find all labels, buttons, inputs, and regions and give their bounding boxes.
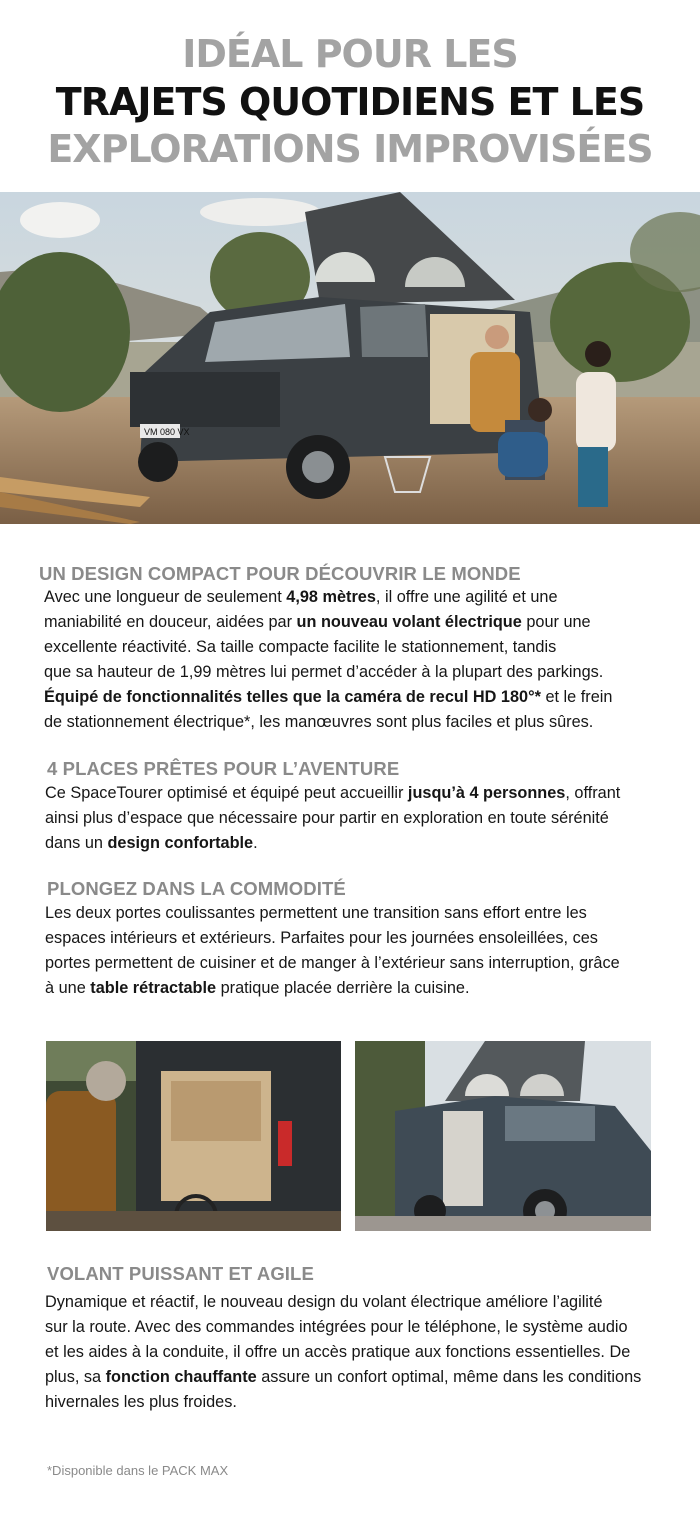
title-line-2: TRAJETS QUOTIDIENS ET LES [55, 80, 645, 124]
section-heading-design-compact: UN DESIGN COMPACT POUR DÉCOUVRIR LE MONDE [39, 563, 521, 584]
section-heading-4-places: 4 PLACES PRÊTES POUR L’AVENTURE [47, 758, 400, 779]
footnote: *Disponible dans le PACK MAX [47, 1463, 229, 1478]
section-text-4-places: Ce SpaceTourer optimisé et équipé peut accueillir jusqu’à 4 personnes, offrant ainsi plus d’espace que nécessaire pour partir en exploration en toute sérénité dans un design confortable. [45, 784, 621, 852]
title-line-1: IDÉAL POUR LES [182, 32, 518, 76]
title-line-3: EXPLORATIONS IMPROVISÉES [47, 127, 653, 171]
section-heading-volant: VOLANT PUISSANT ET AGILE [47, 1263, 314, 1284]
photo-van-side-pop-top [355, 1041, 651, 1231]
section-heading-commodite: PLONGEZ DANS LA COMMODITÉ [47, 878, 346, 899]
section-text-commodite: Les deux portes coulissantes permettent une transition sans effort entre les espaces intérieurs et extérieurs. Parfaites pour les journées ensoleillées, ces portes permettent de cuisiner et de manger à l’extérieur sans interruption, grâce à une table rétractable pratique placée derrière la cuisine. [45, 904, 620, 997]
section-text-volant: Dynamique et réactif, le nouveau design du volant électrique améliore l’agilité sur la route. Avec des commandes intégrées pour le téléphone, le système audio et les aides à la conduite, il offre un accès pratique aux fonctions essentielles. De plus, sa fonction chauffante assure un confort optimal, même dans les conditions hivernales les plus froides. [45, 1293, 642, 1411]
section-text-design-compact: Avec une longueur de seulement 4,98 mètres, il offre une agilité et une maniabilité en douceur, aidées par un nouveau volant électrique pour une excellente réactivité. Sa taille compacte facilite le stationnement, tandis que sa hauteur de 1,99 mètres lui permet d’accéder à la plupart des parkings. Équipé de fonctionnalités telles que la caméra de recul HD 180°* et le frein de stationnement électrique*, les manœuvres sont plus faciles et plus sûres. [44, 588, 613, 731]
license-plate: VM 080 VX [144, 427, 190, 437]
photo-van-rear-with-bike [46, 1041, 341, 1231]
hero-camper-van-photo [0, 192, 700, 524]
